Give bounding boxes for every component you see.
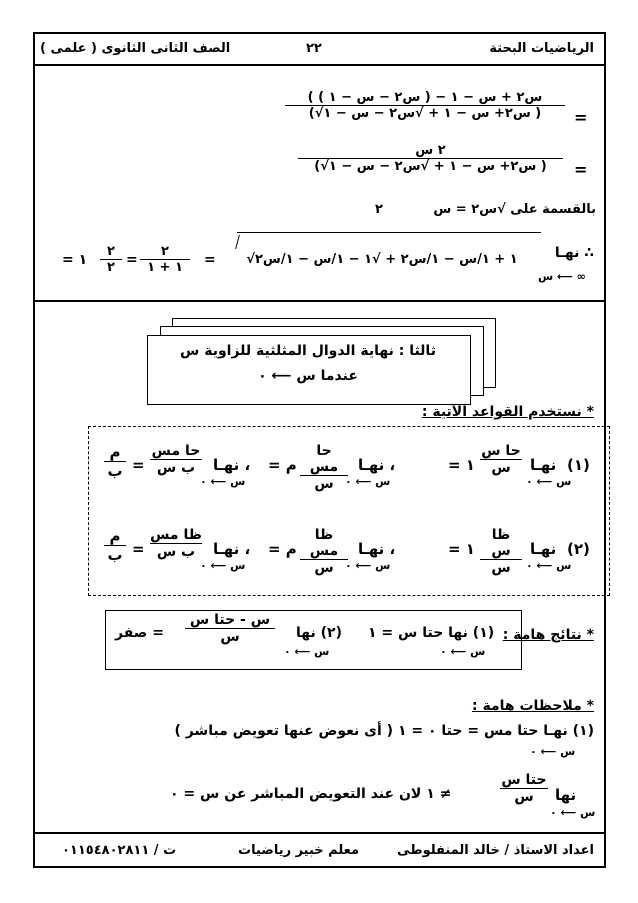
rule2-c-eq: = bbox=[132, 540, 145, 558]
header-grade: الصف الثانى الثانوى ( علمى ) bbox=[40, 41, 231, 56]
rule1-frac-c-top: حا مس bbox=[151, 443, 201, 459]
results-item2: (٢) نها bbox=[296, 625, 342, 641]
rule1-b-value: = م bbox=[268, 456, 297, 474]
section-title-line1: ثالثا : نهاية الدوال المثلثية للزاوية س bbox=[180, 343, 436, 359]
fraction-1-numerator: ( س٢ + س − ١ − ( س٢ − س − ١ ) bbox=[307, 90, 543, 105]
rule1-c-sub: س ⟵ ٠ bbox=[200, 475, 246, 488]
rule1-lim-word: نهـا bbox=[530, 456, 557, 474]
limit-two-den: ١ + ١ bbox=[147, 260, 183, 275]
rule2-frac-b-top: ظا مس bbox=[309, 527, 339, 559]
fraction-1 bbox=[285, 90, 565, 121]
fraction-2-numerator: ٢ س bbox=[415, 143, 446, 158]
rule2-frac-a-bot: س bbox=[491, 560, 511, 576]
rule1-a-value: = ١ bbox=[448, 456, 475, 474]
rule2-lim-word: نهـا bbox=[530, 540, 557, 558]
limit-result-den: ٢ bbox=[107, 260, 115, 275]
fraction-1-denominator: (√س٢+ س − ١ + √س٢ − س − ١ ) bbox=[308, 106, 542, 121]
rule2-frac-c-bot: ب س bbox=[156, 544, 196, 560]
rule1-frac-a-bot: س bbox=[491, 460, 511, 476]
rule1-number: (١) bbox=[567, 456, 590, 474]
rule2-frac-b bbox=[300, 527, 348, 576]
rule1-frac-c bbox=[150, 443, 202, 476]
limit-result-num: ٢ bbox=[107, 244, 115, 259]
limit-two-num: ٢ bbox=[161, 244, 169, 259]
note2-frac bbox=[500, 772, 548, 805]
footer-phone: ت / ٠١١٥٤٨٠٢٨١١ bbox=[62, 843, 177, 858]
rule1-c-value-bot: ب bbox=[107, 462, 123, 480]
rule2-frac-a-top: ظا س bbox=[491, 527, 511, 559]
rule2-number: (٢) bbox=[567, 540, 590, 558]
footer-title: معلم خبير رياضيات bbox=[238, 843, 360, 858]
header-page-number: ٢٢ bbox=[306, 41, 322, 56]
rule1-lim-sub: س ⟵ ٠ bbox=[526, 475, 572, 488]
note2-frac-top: حتا س bbox=[501, 772, 547, 788]
rule1-b-sub: س ⟵ ٠ bbox=[345, 475, 391, 488]
rule1-frac-b-top: حا مس bbox=[309, 443, 339, 475]
rule1-c-value-top: م bbox=[109, 443, 121, 461]
rule1-frac-c-bot: ب س bbox=[156, 460, 196, 476]
note1: (١) نهـا حتا مس = حتا ٠ = ١ ( أى نعوض عنها تعويض مباشر ) bbox=[174, 723, 594, 739]
rule2-frac-c-top: ظا مس bbox=[150, 527, 202, 543]
rule1-c-eq: = bbox=[132, 456, 145, 474]
results-item2-frac-bot: س bbox=[220, 629, 240, 645]
note2-word: نها bbox=[555, 786, 577, 804]
results-item2-frac-top: س - حتا س bbox=[189, 612, 271, 628]
rule1-c-lim: ، نهـا bbox=[213, 456, 251, 474]
rule2-c-value bbox=[104, 527, 126, 564]
limit-overbar bbox=[237, 232, 541, 233]
rule2-c-lim: ، نهـا bbox=[213, 540, 251, 558]
rule1-frac-a-top: حا س bbox=[481, 443, 521, 459]
rule2-lim-sub: س ⟵ ٠ bbox=[526, 559, 572, 572]
fraction-2 bbox=[298, 143, 563, 174]
division-two: ٢ bbox=[375, 202, 383, 217]
section-rule-1 bbox=[33, 300, 606, 302]
limit-word: ∴ نهـا bbox=[554, 245, 594, 261]
note2-frac-bot: س bbox=[514, 789, 534, 805]
rule2-frac-c bbox=[150, 527, 202, 560]
rule1-frac-a bbox=[480, 443, 522, 476]
rule1-frac-b-bot: س bbox=[314, 476, 334, 492]
fraction-2-denominator: (√س٢+ س − ١ + √س٢ − س − ١ ) bbox=[314, 159, 547, 174]
limit-expression: √١ + ١/س − ١/س٢ + √١ − ١/س − ١/س٢ bbox=[246, 252, 518, 267]
note1-sub: س ⟵ ٠ bbox=[530, 745, 576, 758]
limit-eq: = bbox=[204, 252, 216, 268]
rule1-b-lim: ، نهـا bbox=[358, 456, 396, 474]
limit-result: = ١ bbox=[62, 252, 88, 268]
footer-author: اعداد الاستاذ / خالد المنفلوطى bbox=[397, 843, 594, 858]
results-item2-frac bbox=[185, 612, 275, 645]
rule2-c-value-top: م bbox=[109, 527, 121, 545]
results-item2-sub: س ⟵ ٠ bbox=[284, 645, 330, 658]
rules-heading: * نستخدم القواعد الآتية : bbox=[421, 404, 594, 420]
rule2-frac-a bbox=[480, 527, 522, 576]
rule2-a-value: = ١ bbox=[448, 540, 475, 558]
rule1-frac-b bbox=[300, 443, 348, 492]
results-heading: * نتائج هامة : bbox=[502, 627, 594, 643]
rule1-c-value bbox=[104, 443, 126, 480]
note2-rest: ≠ ١ لان عند التعويض المباشر عن س = ٠ bbox=[170, 786, 452, 802]
header-subject: الرياضيات البحتة bbox=[489, 41, 594, 56]
eq-sign-2: = bbox=[574, 160, 588, 179]
header-rule bbox=[33, 64, 606, 66]
eq-sign-1: = bbox=[574, 108, 588, 127]
rule2-b-lim: ، نهـا bbox=[358, 540, 396, 558]
limit-subscript: س ⟵ ∞ bbox=[538, 270, 586, 283]
footer-rule bbox=[33, 832, 606, 834]
section-title-line2: عندما س ⟵ ٠ bbox=[258, 368, 358, 384]
limit-eq-2: = bbox=[126, 252, 138, 268]
limit-two-fraction bbox=[140, 244, 190, 275]
limit-result-fraction bbox=[100, 244, 122, 275]
rule2-c-sub: س ⟵ ٠ bbox=[200, 559, 246, 572]
rule2-b-value: = م bbox=[268, 540, 297, 558]
results-item1: (١) نها حتا س = ١ bbox=[368, 625, 495, 641]
rule2-b-sub: س ⟵ ٠ bbox=[345, 559, 391, 572]
notes-heading: * ملاحظات هامة : bbox=[471, 698, 594, 714]
division-note: بالقسمة على √س٢ = س bbox=[433, 202, 596, 217]
results-item1-sub: س ⟵ ٠ bbox=[440, 645, 486, 658]
rule2-frac-b-bot: س bbox=[314, 560, 334, 576]
results-item2-value: = صفر bbox=[115, 625, 164, 641]
rule2-c-value-bot: ب bbox=[107, 546, 123, 564]
note2-sub: س ⟵ ٠ bbox=[550, 806, 596, 819]
